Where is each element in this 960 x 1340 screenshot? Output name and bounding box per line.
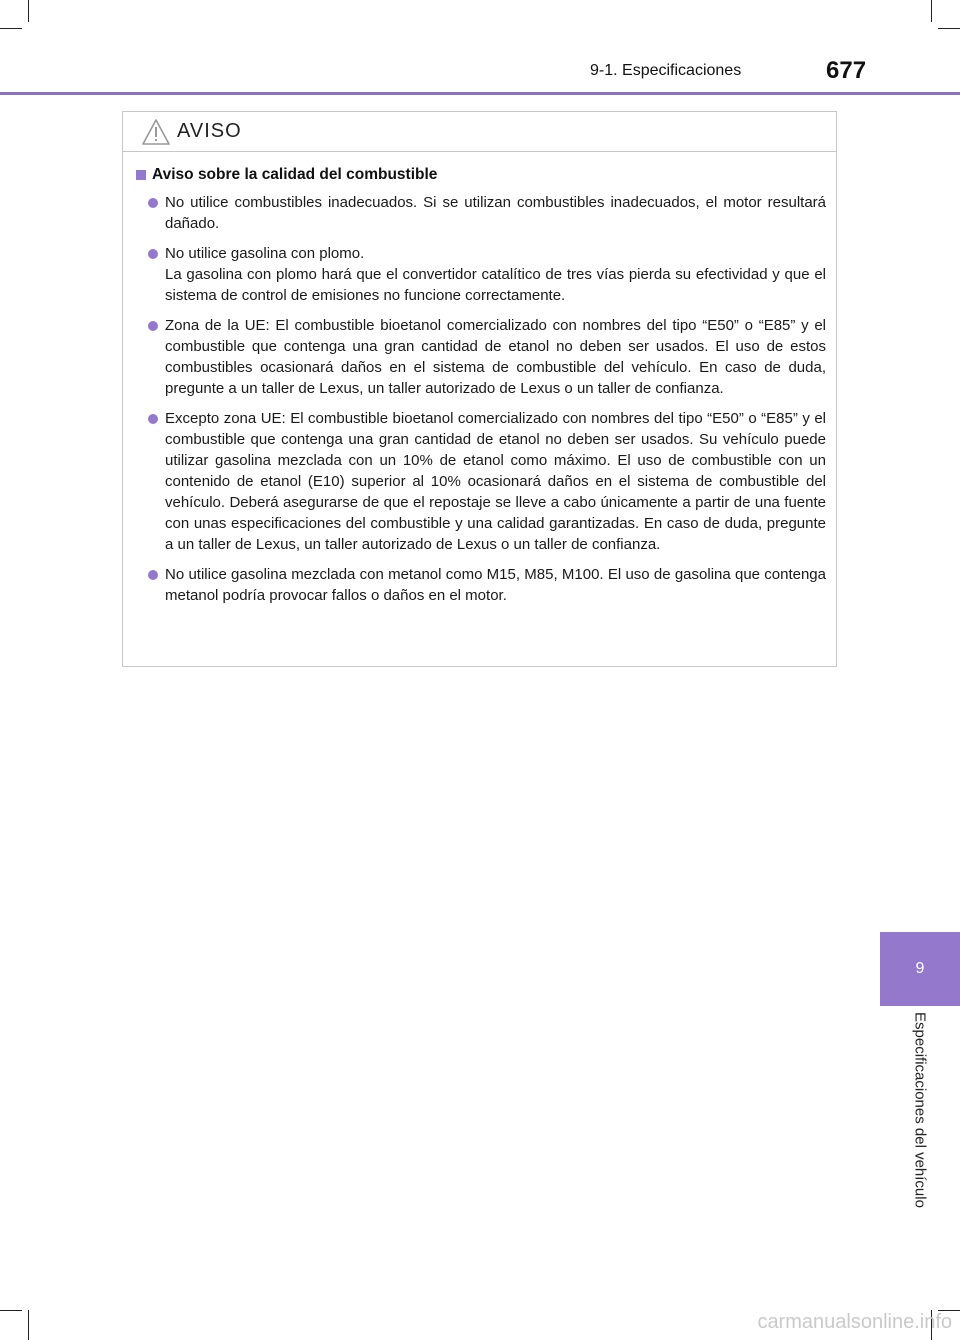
- chapter-title: Especificaciones del vehículo: [911, 1012, 929, 1208]
- crop-mark: [938, 28, 960, 29]
- notice-subheading: [136, 166, 826, 184]
- notice-header: [123, 112, 836, 152]
- chapter-side-label: [880, 1012, 960, 1252]
- chapter-number: 9: [915, 960, 925, 977]
- chapter-tab: [880, 932, 960, 1006]
- list-item-text: No utilice combustibles inadecuados. Si se utilizan combustibles inadecuados, el motor resultará dañado.: [165, 194, 826, 232]
- page-number: 677: [826, 57, 867, 84]
- list-item-text-continued: La gasolina con plomo hará que el convertidor catalítico de tres vías pierda su efectividad y que el sistema de control de emisiones no funcione correctamente.: [165, 266, 826, 304]
- bullet-dot-icon: [148, 414, 158, 424]
- square-bullet-icon: [136, 170, 146, 180]
- warning-notice-box: [122, 111, 837, 667]
- notice-title: AVISO: [177, 120, 242, 142]
- watermark: carmanualsonline.info: [757, 1311, 952, 1333]
- crop-mark: [28, 0, 29, 22]
- crop-mark: [0, 1310, 22, 1311]
- list-item: [136, 564, 826, 606]
- list-item: [136, 192, 826, 234]
- list-item: [136, 315, 826, 399]
- list-item: [136, 408, 826, 555]
- crop-mark: [28, 1310, 29, 1340]
- bullet-dot-icon: [148, 198, 158, 208]
- warning-triangle-icon: [141, 118, 171, 146]
- bullet-dot-icon: [148, 321, 158, 331]
- list-item: [136, 243, 826, 306]
- list-item-text: No utilice gasolina con plomo.: [165, 245, 365, 262]
- notice-body: [123, 152, 836, 606]
- crop-mark: [0, 28, 22, 29]
- list-item-text: Excepto zona UE: El combustible bioetanol comercializado con nombres del tipo “E50” o “E85” y el combustible que contenga una gran cantidad de etanol no deben ser usados. Su vehículo puede utilizar gasolina mezclada con un 10% de etanol como máximo. El uso de combustible con un contenido de etanol (E10) superior al 10% ocasionará daños en el sistema de combustible del vehículo. Deberá asegurarse de que el repostaje se lleve a cabo únicamente a partir de una fuente con unas especificaciones del combustible y una calidad garantizadas. En caso de duda, pregunte a un taller de Lexus, un taller autorizado de Lexus o un taller de confianza.: [165, 410, 826, 553]
- list-item-text: Zona de la UE: El combustible bioetanol comercializado con nombres del tipo “E50” o “E85” y el combustible que contenga una gran cantidad de etanol no deben ser usados. El uso de estos combustibles ocasionará daños en el sistema de combustible del vehículo. En caso de duda, pregunte a un taller de Lexus, un taller autorizado de Lexus o un taller de confianza.: [165, 317, 826, 397]
- header-rule: [0, 92, 960, 95]
- section-title: 9-1. Especificaciones: [590, 62, 742, 79]
- crop-mark: [931, 0, 932, 22]
- subheading-text: Aviso sobre la calidad del combustible: [152, 166, 438, 183]
- list-item-text: No utilice gasolina mezclada con metanol como M15, M85, M100. El uso de gasolina que contenga metanol podría provocar fallos o daños en el motor.: [165, 566, 826, 604]
- bullet-dot-icon: [148, 570, 158, 580]
- bullet-dot-icon: [148, 249, 158, 259]
